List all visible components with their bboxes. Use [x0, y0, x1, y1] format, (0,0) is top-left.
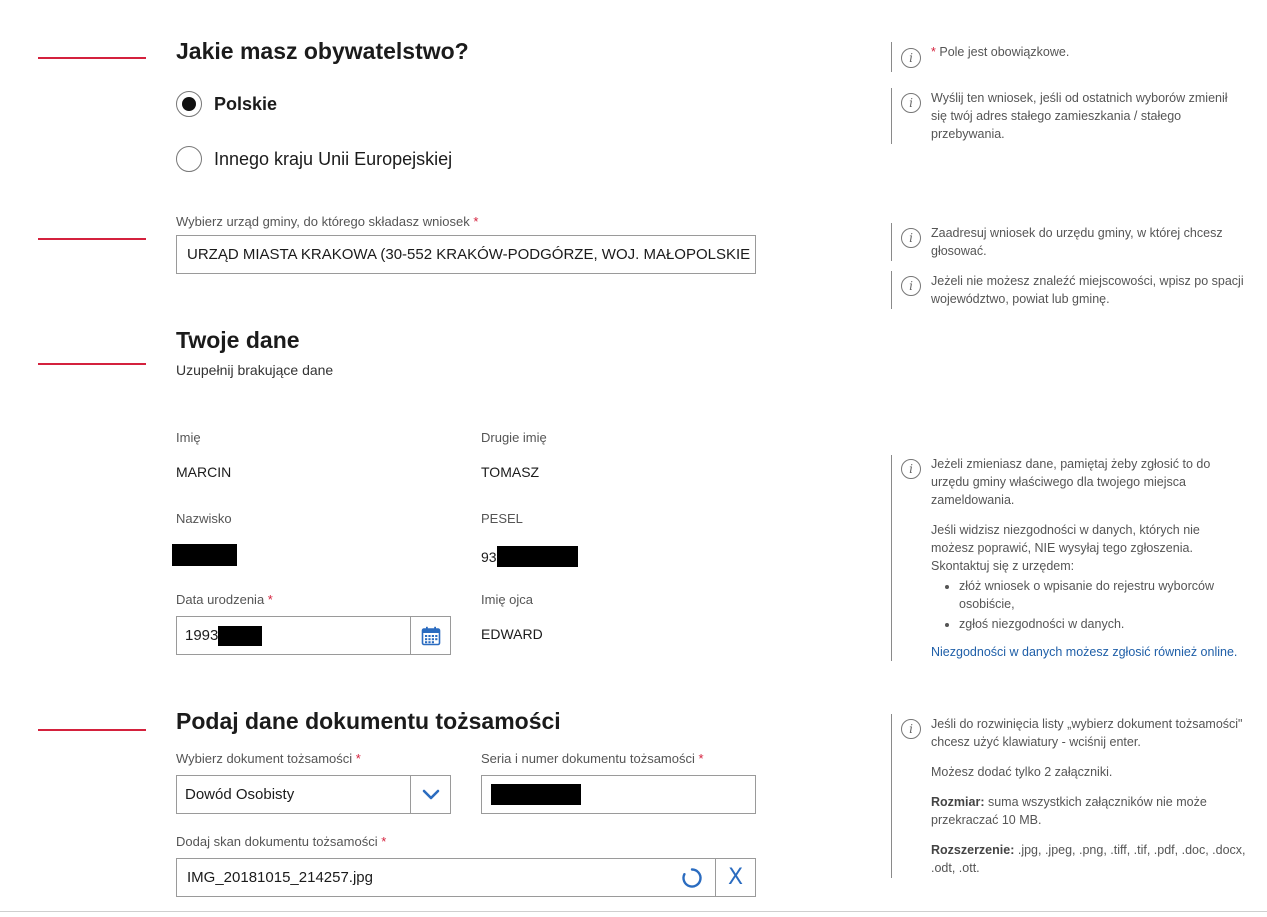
citizenship-title: Jakie masz obywatelstwo? [176, 38, 469, 64]
remove-file-button[interactable]: X [715, 859, 755, 896]
info-icon: i [901, 719, 921, 739]
middle-name-label: Drugie imię [481, 430, 547, 445]
pesel-value: 93 [481, 546, 578, 567]
section-marker [38, 363, 146, 365]
calendar-icon [421, 626, 441, 646]
scan-file-name: IMG_20181015_214257.jpg [187, 869, 373, 886]
father-name-label: Imię ojca [481, 592, 534, 607]
info-search: Jeżeli nie możesz znaleźć miejscowości, wpisz po spacji województwo, powiat lub gminę. [931, 274, 1244, 306]
info-dropdown-text: Jeśli do rozwinięcia listy „wybierz dokument tożsamości" chcesz użyć klawiatury - wciśnij enter. [931, 717, 1243, 749]
surname-label: Nazwisko [176, 511, 232, 526]
radio-button-selected[interactable] [176, 91, 202, 117]
info-block-required [891, 42, 913, 72]
surname-redacted [172, 544, 237, 566]
list-item: • złóż wniosek o wpisanie do rejestru wyborców osobiście, [959, 577, 1246, 613]
section-marker [38, 729, 146, 731]
office-value: URZĄD MIASTA KRAKOWA (30-552 KRAKÓW-PODGÓRZE, WOJ. MAŁOPOLSKIE [187, 246, 751, 263]
pesel-label: PESEL [481, 511, 523, 526]
birth-date-input[interactable]: 1993 [176, 616, 451, 655]
info-block-address [891, 223, 913, 261]
info-icon: i [901, 48, 921, 68]
calendar-button[interactable] [410, 617, 450, 654]
chevron-down-icon [422, 789, 440, 801]
section-marker [38, 238, 146, 240]
office-select-input[interactable] [176, 235, 756, 274]
first-name-value: MARCIN [176, 464, 232, 480]
info-data [931, 455, 1246, 661]
father-name-value: EDWARD [481, 626, 543, 642]
dropdown-toggle[interactable] [410, 776, 450, 813]
personal-title: Twoje dane [176, 327, 300, 353]
info-mismatch-text: Jeśli widzisz niezgodności w danych, których nie możesz poprawić, NIE wysyłaj tego zgłoszenia. Skontaktuj się z urzędem: [931, 523, 1200, 573]
info-block-data [891, 455, 913, 661]
radio-button[interactable] [176, 146, 202, 172]
info-ext-text: Rozszerzenie: .jpg, .jpeg, .png, .tiff, .tif, .pdf, .doc, .docx, .odt, .ott. [931, 843, 1246, 875]
info-required: * Pole jest obowiązkowe. [931, 45, 1070, 59]
scan-label: Dodaj skan dokumentu tożsamości * [176, 834, 387, 849]
info-attach-text: Możesz dodać tylko 2 załączniki. [931, 765, 1113, 779]
radio-label: Innego kraju Unii Europejskiej [214, 148, 453, 169]
radio-eu[interactable] [176, 144, 452, 174]
info-mismatch-list [931, 577, 1246, 633]
scan-file-field[interactable] [176, 858, 756, 897]
info-icon: i [901, 276, 921, 296]
info-change-text: Jeżeli zmieniasz dane, pamiętaj żeby zgłosić to do urzędu gminy właściwego dla twojego miejsca zameldowania. [931, 457, 1211, 507]
doc-number-label: Seria i numer dokumentu tożsamości * [481, 751, 704, 766]
info-send: Wyślij ten wniosek, jeśli od ostatnich wyborów zmienił się twój adres stałego zamieszkania / stałego przebywania. [931, 91, 1228, 141]
page-bottom-border [0, 911, 1267, 912]
doc-type-select[interactable] [176, 775, 451, 814]
radio-polish[interactable] [176, 89, 277, 119]
section-marker [38, 57, 146, 59]
info-address: Zaadresuj wniosek do urzędu gminy, w której chcesz głosować. [931, 226, 1223, 258]
info-block-document [891, 714, 913, 878]
doc-number-redacted [491, 784, 581, 805]
info-block-search [891, 271, 913, 309]
spinner-icon [681, 867, 703, 889]
info-document [931, 715, 1246, 877]
info-icon: i [901, 93, 921, 113]
middle-name-value: TOMASZ [481, 464, 540, 480]
office-label: Wybierz urząd gminy, do którego składasz wniosek * [176, 214, 479, 229]
info-icon: i [901, 459, 921, 479]
info-icon: i [901, 228, 921, 248]
doc-type-label: Wybierz dokument tożsamości * [176, 751, 361, 766]
personal-subtitle: Uzupełnij brakujące dane [176, 362, 334, 378]
report-online-link[interactable]: Niezgodności w danych możesz zgłosić również online. [931, 645, 1238, 659]
doc-number-input[interactable] [481, 775, 756, 814]
list-item: • zgłoś niezgodności w danych. [959, 615, 1246, 633]
first-name-label: Imię [176, 430, 201, 445]
doc-type-value: Dowód Osobisty [185, 786, 295, 803]
info-block-send [891, 88, 913, 144]
document-title: Podaj dane dokumentu tożsamości [176, 708, 561, 734]
radio-label: Polskie [214, 93, 278, 114]
info-size-text: Rozmiar: suma wszystkich załączników nie może przekraczać 10 MB. [931, 795, 1207, 827]
birth-date-label: Data urodzenia * [176, 592, 273, 607]
